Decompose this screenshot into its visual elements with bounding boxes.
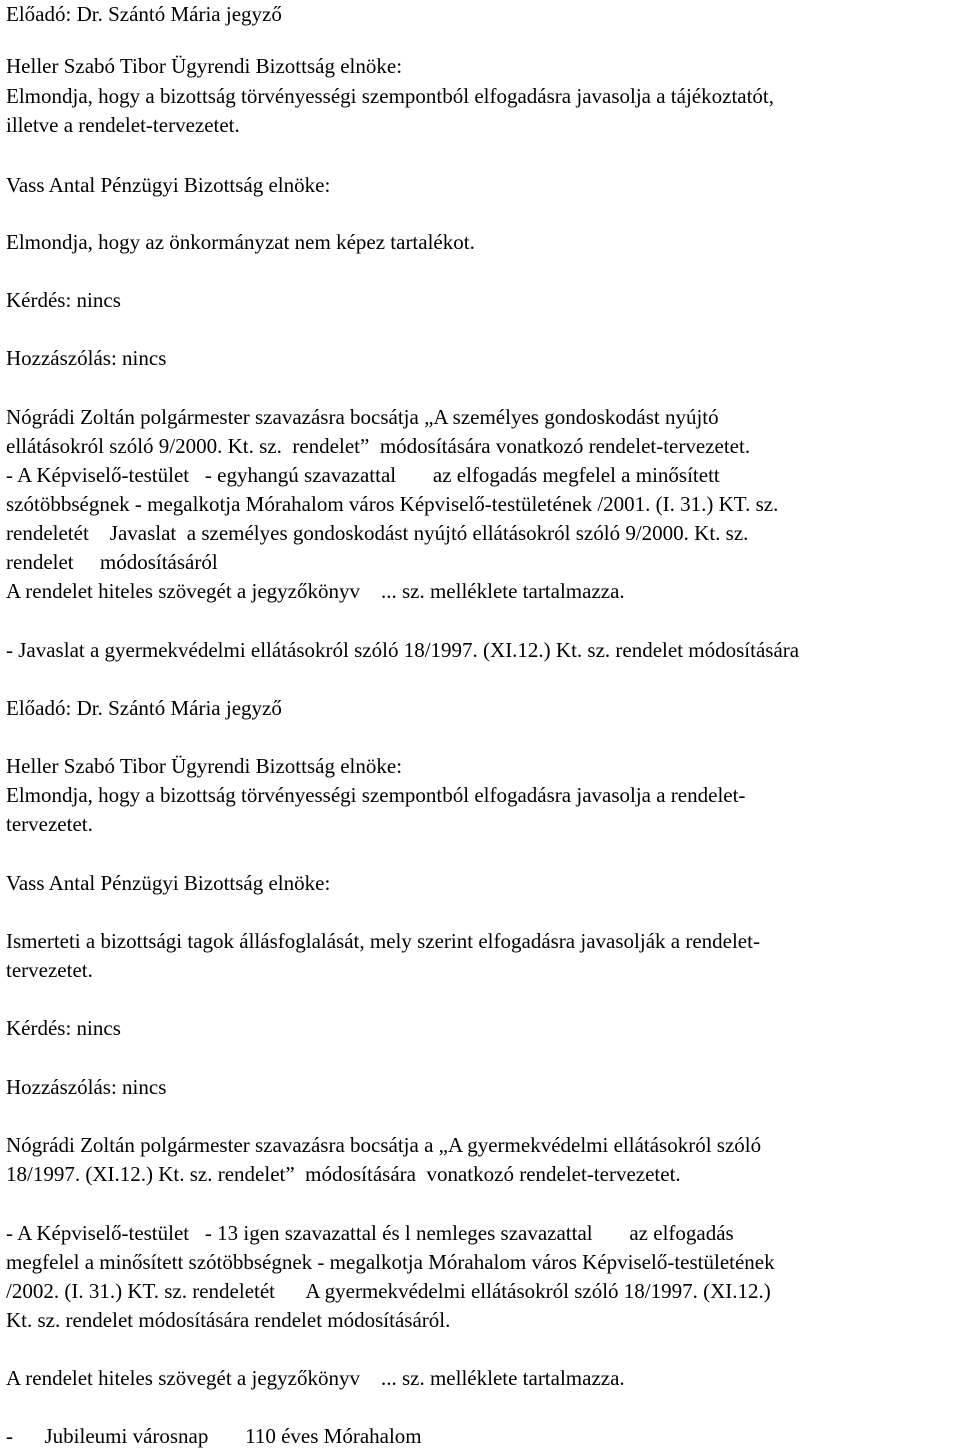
appendix-note-line: A rendelet hiteles szövegét a jegyzőkönyv ... sz. melléklete tartalmazza. — [6, 579, 625, 603]
vote-text-line: Nógrádi Zoltán polgármester szavazásra bocsátja „A személyes gondoskodást nyújtó — [6, 405, 719, 429]
body-text-line: Elmondja, hogy a bizottság törvényességi szempontból elfogadásra javasolja a rendelet- — [6, 783, 746, 807]
speaker-heading: Heller Szabó Tibor Ügyrendi Bizottság elnöke: — [6, 754, 403, 778]
vote-text-line: Nógrádi Zoltán polgármester szavazásra bocsátja a „A gyermekvédelmi ellátásokról szóló — [6, 1133, 762, 1157]
resolution-text-line: - A Képviselő-testület - egyhangú szavazattal az elfogadás megfelel a minősített — [6, 463, 720, 487]
body-text-line: Ismerteti a bizottsági tagok állásfoglalását, mely szerint elfogadásra javasolják a rendelet- — [6, 929, 760, 953]
resolution-text-line: /2002. (I. 31.) KT. sz. rendeletét A gyermekvédelmi ellátásokról szóló 18/1997. (XI.12.) — [6, 1279, 771, 1303]
agenda-item-heading: - Javaslat a gyermekvédelmi ellátásokról szóló 18/1997. (XI.12.) Kt. sz. rendelet módosítására — [6, 638, 800, 662]
resolution-text-line: szótöbbségnek - megalkotja Mórahalom város Képviselő-testületének /2001. (I. 31.) KT. sz. — [6, 492, 779, 516]
vote-text-line: ellátásokról szóló 9/2000. Kt. sz. rendelet” módosítására vonatkozó rendelet-tervezetet. — [6, 434, 751, 458]
resolution-text-line: rendelet módosításáról — [6, 550, 218, 574]
body-text-line: Elmondja, hogy az önkormányzat nem képez tartalékot. — [6, 230, 475, 254]
speaker-heading: Vass Antal Pénzügyi Bizottság elnöke: — [6, 173, 331, 197]
resolution-text-line: - A Képviselő-testület - 13 igen szavazattal és l nemleges szavazattal az elfogadás — [6, 1221, 734, 1245]
resolution-text-line: Kt. sz. rendelet módosítására rendelet módosításáról. — [6, 1308, 451, 1332]
presenter-line: Előadó: Dr. Szántó Mária jegyző — [6, 2, 282, 26]
comment-line: Hozzászólás: nincs — [6, 1075, 167, 1099]
speaker-heading: Vass Antal Pénzügyi Bizottság elnöke: — [6, 871, 331, 895]
speaker-heading: Heller Szabó Tibor Ügyrendi Bizottság elnöke: — [6, 54, 403, 78]
body-text-line: Elmondja, hogy a bizottság törvényességi szempontból elfogadásra javasolja a tájékoztatót, — [6, 84, 775, 108]
question-line: Kérdés: nincs — [6, 1016, 121, 1040]
comment-line: Hozzászólás: nincs — [6, 346, 167, 370]
body-text-line: tervezetet. — [6, 958, 93, 982]
resolution-text-line: megfelel a minősített szótöbbségnek - megalkotja Mórahalom város Képviselő-testületének — [6, 1250, 775, 1274]
body-text-line: illetve a rendelet-tervezetet. — [6, 113, 240, 137]
agenda-item-heading: - Jubileumi városnap 110 éves Mórahalom — [6, 1424, 422, 1448]
resolution-text-line: rendeletét Javaslat a személyes gondoskodást nyújtó ellátásokról szóló 9/2000. Kt. sz. — [6, 521, 749, 545]
appendix-note-line: A rendelet hiteles szövegét a jegyzőkönyv ... sz. melléklete tartalmazza. — [6, 1366, 625, 1390]
body-text-line: tervezetet. — [6, 812, 93, 836]
vote-text-line: 18/1997. (XI.12.) Kt. sz. rendelet” módosítására vonatkozó rendelet-tervezetet. — [6, 1162, 681, 1186]
presenter-line: Előadó: Dr. Szántó Mária jegyző — [6, 696, 282, 720]
question-line: Kérdés: nincs — [6, 288, 121, 312]
